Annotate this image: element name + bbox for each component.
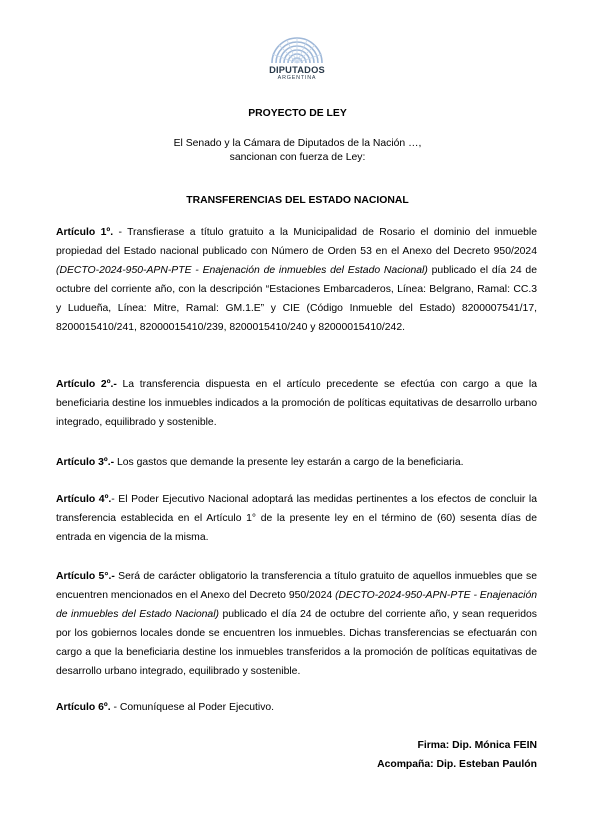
article-1-text: - Transfierase a título gratuito a la Municipalidad de Rosario el dominio del inmueble propiedad del Estado nacional publicado con Número de Orden 53 en el Anexo del Decreto 950/2024 <box>56 227 537 257</box>
article-6-heading: Artículo 6º. <box>56 702 111 713</box>
article-5 <box>56 567 537 681</box>
article-5-heading: Artículo 5°.- <box>56 571 115 582</box>
article-6 <box>56 698 537 717</box>
article-3-heading: Artículo 3º.- <box>56 457 115 468</box>
document-title: PROYECTO DE LEY <box>248 108 347 119</box>
article-1-decree-ref: (DECTO-2024-950-APN-PTE - Enajenación de inmuebles del Estado Nacional) <box>56 265 428 276</box>
article-4 <box>56 490 537 547</box>
article-1 <box>56 223 537 337</box>
article-4-heading: Artículo 4º. <box>56 494 112 505</box>
congress-dome-icon <box>268 36 326 64</box>
intro-line-1: El Senado y la Cámara de Diputados de la Nación …, <box>173 138 422 149</box>
article-2-text: La transferencia dispuesta en el artículo precedente se efectúa con cargo a que la beneficiaria destine los inmuebles indicados a la promoción de políticas equitativas de desarrollo urbano integrado, equilibrado y sostenible. <box>56 379 537 428</box>
article-2 <box>56 375 537 432</box>
article-5-text: Será de carácter obligatorio la transferencia a título gratuito de aquellos inmuebles que se encuentren mencionados en el Anexo del Decreto 950/2024 <box>56 571 537 601</box>
intro-line-2: sancionan con fuerza de Ley: <box>229 152 366 163</box>
article-1-text-cont: publicado el día 24 de octubre del corriente año, con la descripción “Estaciones Embarcaderos, Línea: Belgrano, Ramal: CC.3 y Ludueña, Línea: Mitre, Ramal: GM.1.E” y CIE (Código Inmueble del Estado) 8200007541/17, 8200015410/241, 82000015410/239, 8200015410/240 y 82000015410/242. <box>56 265 537 333</box>
article-3 <box>56 453 537 472</box>
diputados-logo <box>259 36 335 92</box>
signature-acompana: Acompaña: Dip. Esteban Paulón <box>377 759 537 770</box>
signature-firma: Firma: Dip. Mónica FEIN <box>417 740 537 751</box>
article-4-text: - El Poder Ejecutivo Nacional adoptará las medidas pertinentes a los efectos de concluir la transferencia establecida en el Artículo 1° de la presente ley en el término de (60) sesenta días de entrada en vigencia de la misma. <box>56 494 537 543</box>
logo-country: ARGENTINA <box>277 75 317 81</box>
article-2-heading: Artículo 2º.- <box>56 379 117 390</box>
logo-name: DIPUTADOS <box>269 65 325 75</box>
section-title: TRANSFERENCIAS DEL ESTADO NACIONAL <box>186 195 409 206</box>
article-1-heading: Artículo 1º. <box>56 227 114 238</box>
article-5-text-cont: publicado el día 24 de octubre del corriente año, y sean requeridos por los gobiernos locales donde se encuentren los inmuebles. Dichas transferencias se efectuarán con cargo a que la beneficiaria destine los inmuebles transferidos a la promoción de políticas equitativas de desarrollo urbano integrado, equilibrado y sostenible. <box>56 609 537 677</box>
article-6-text: - Comuníquese al Poder Ejecutivo. <box>110 702 275 713</box>
article-5-decree-ref: (DECTO-2024-950-APN-PTE - Enajenación de inmuebles del Estado Nacional) <box>56 590 538 620</box>
article-3-text: Los gastos que demande la presente ley estarán a cargo de la beneficiaria. <box>114 457 464 468</box>
